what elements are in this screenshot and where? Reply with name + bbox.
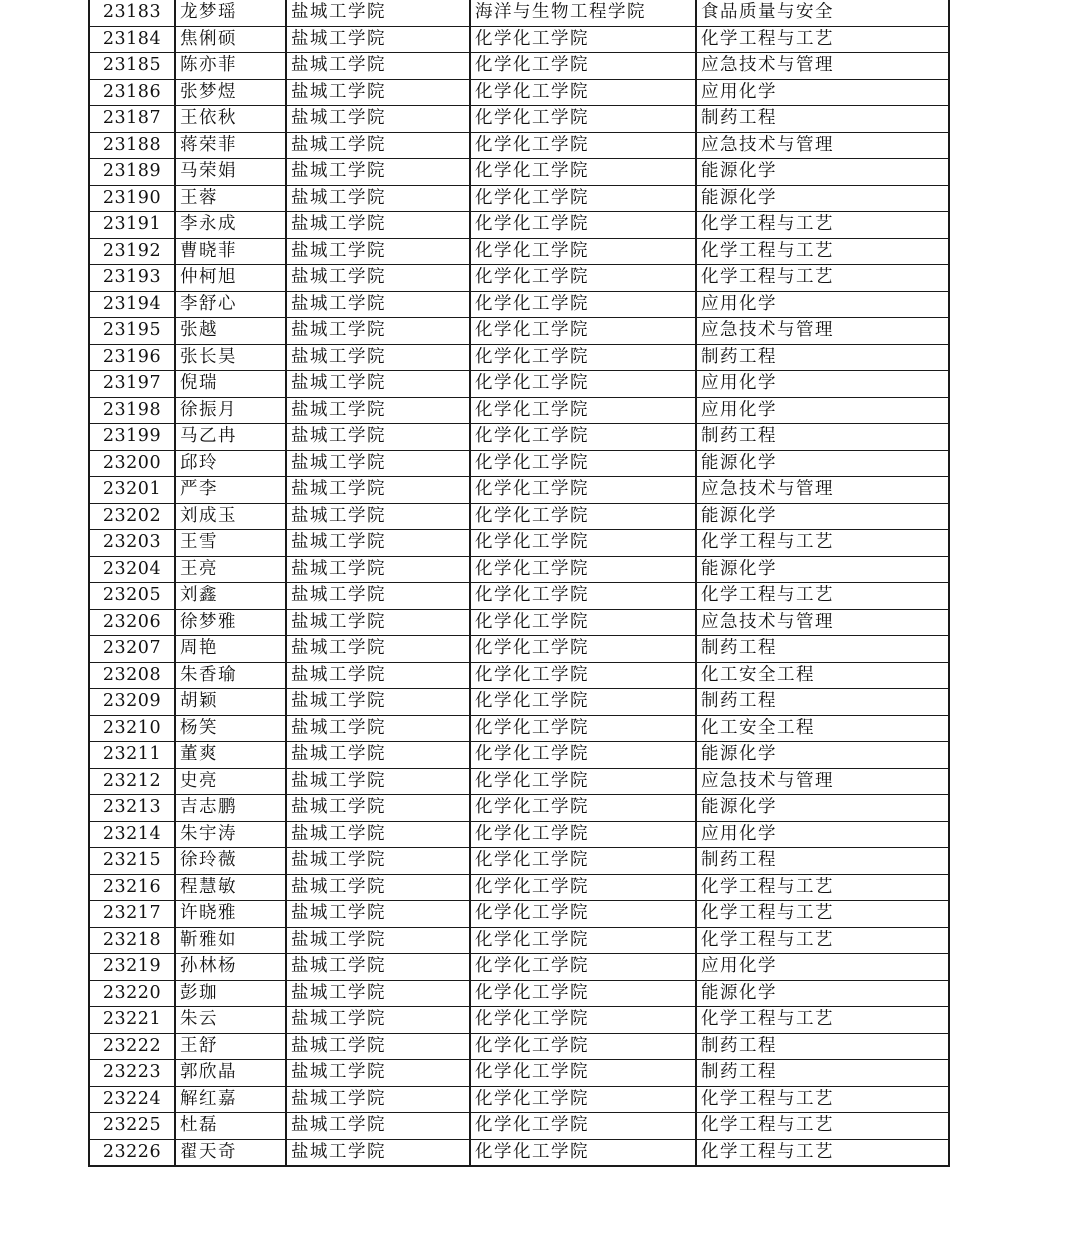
- cell-major: 应急技术与管理: [696, 477, 949, 504]
- cell-college: 化学化工学院: [470, 954, 696, 981]
- table-row: [89, 106, 949, 133]
- cell-number: 23224: [89, 1086, 175, 1113]
- cell-name: 董爽: [175, 742, 286, 769]
- cell-university: 盐城工学院: [286, 371, 470, 398]
- cell-name: 张长昊: [175, 344, 286, 371]
- cell-college: 化学化工学院: [470, 212, 696, 239]
- cell-major: 化学工程与工艺: [696, 26, 949, 53]
- cell-university: 盐城工学院: [286, 848, 470, 875]
- cell-college: 化学化工学院: [470, 689, 696, 716]
- cell-university: 盐城工学院: [286, 159, 470, 186]
- cell-number: 23203: [89, 530, 175, 557]
- table-row: [89, 477, 949, 504]
- cell-college: 化学化工学院: [470, 238, 696, 265]
- cell-name: 曹晓菲: [175, 238, 286, 265]
- cell-major: 能源化学: [696, 450, 949, 477]
- cell-college: 化学化工学院: [470, 371, 696, 398]
- cell-major: 应用化学: [696, 821, 949, 848]
- cell-college: 化学化工学院: [470, 636, 696, 663]
- cell-college: 化学化工学院: [470, 503, 696, 530]
- cell-major: 能源化学: [696, 795, 949, 822]
- cell-college: 化学化工学院: [470, 715, 696, 742]
- cell-major: 应用化学: [696, 79, 949, 106]
- cell-major: 能源化学: [696, 742, 949, 769]
- cell-name: 胡颖: [175, 689, 286, 716]
- cell-college: 化学化工学院: [470, 159, 696, 186]
- cell-university: 盐城工学院: [286, 715, 470, 742]
- table-row: [89, 1113, 949, 1140]
- cell-university: 盐城工学院: [286, 662, 470, 689]
- cell-number: 23183: [89, 0, 175, 26]
- table-row: [89, 927, 949, 954]
- table-row: [89, 371, 949, 398]
- cell-college: 化学化工学院: [470, 927, 696, 954]
- cell-university: 盐城工学院: [286, 26, 470, 53]
- cell-university: 盐城工学院: [286, 742, 470, 769]
- cell-number: 23199: [89, 424, 175, 451]
- cell-name: 彭珈: [175, 980, 286, 1007]
- cell-name: 徐玲薇: [175, 848, 286, 875]
- cell-college: 化学化工学院: [470, 609, 696, 636]
- cell-major: 食品质量与安全: [696, 0, 949, 26]
- cell-college: 化学化工学院: [470, 874, 696, 901]
- table-row: [89, 768, 949, 795]
- cell-college: 化学化工学院: [470, 53, 696, 80]
- cell-university: 盐城工学院: [286, 132, 470, 159]
- cell-university: 盐城工学院: [286, 53, 470, 80]
- cell-name: 陈亦菲: [175, 53, 286, 80]
- cell-number: 23220: [89, 980, 175, 1007]
- cell-name: 解红嘉: [175, 1086, 286, 1113]
- cell-major: 化学工程与工艺: [696, 583, 949, 610]
- cell-name: 孙林杨: [175, 954, 286, 981]
- cell-number: 23198: [89, 397, 175, 424]
- table-row: [89, 848, 949, 875]
- cell-number: 23208: [89, 662, 175, 689]
- table-row: [89, 689, 949, 716]
- cell-major: 能源化学: [696, 556, 949, 583]
- cell-college: 化学化工学院: [470, 265, 696, 292]
- cell-number: 23185: [89, 53, 175, 80]
- cell-number: 23219: [89, 954, 175, 981]
- cell-university: 盐城工学院: [286, 927, 470, 954]
- cell-college: 化学化工学院: [470, 821, 696, 848]
- table-row: [89, 450, 949, 477]
- cell-name: 张梦煜: [175, 79, 286, 106]
- student-list-table: [88, 0, 950, 1167]
- cell-major: 应用化学: [696, 291, 949, 318]
- cell-number: 23215: [89, 848, 175, 875]
- cell-major: 化学工程与工艺: [696, 901, 949, 928]
- cell-name: 周艳: [175, 636, 286, 663]
- cell-college: 海洋与生物工程学院: [470, 0, 696, 26]
- cell-major: 制药工程: [696, 424, 949, 451]
- cell-university: 盐城工学院: [286, 291, 470, 318]
- cell-university: 盐城工学院: [286, 530, 470, 557]
- table-row: [89, 609, 949, 636]
- cell-name: 朱宇涛: [175, 821, 286, 848]
- cell-major: 化学工程与工艺: [696, 1113, 949, 1140]
- cell-major: 能源化学: [696, 185, 949, 212]
- cell-name: 许晓雅: [175, 901, 286, 928]
- cell-college: 化学化工学院: [470, 132, 696, 159]
- cell-number: 23222: [89, 1033, 175, 1060]
- cell-college: 化学化工学院: [470, 106, 696, 133]
- cell-name: 李舒心: [175, 291, 286, 318]
- table-row: [89, 159, 949, 186]
- cell-major: 制药工程: [696, 689, 949, 716]
- cell-college: 化学化工学院: [470, 318, 696, 345]
- cell-number: 23202: [89, 503, 175, 530]
- cell-major: 化工安全工程: [696, 715, 949, 742]
- cell-college: 化学化工学院: [470, 185, 696, 212]
- cell-university: 盐城工学院: [286, 636, 470, 663]
- cell-number: 23217: [89, 901, 175, 928]
- table-row: [89, 874, 949, 901]
- cell-name: 刘成玉: [175, 503, 286, 530]
- cell-number: 23207: [89, 636, 175, 663]
- cell-major: 制药工程: [696, 344, 949, 371]
- cell-major: 能源化学: [696, 159, 949, 186]
- cell-university: 盐城工学院: [286, 212, 470, 239]
- cell-number: 23213: [89, 795, 175, 822]
- cell-college: 化学化工学院: [470, 26, 696, 53]
- table-row: [89, 132, 949, 159]
- cell-name: 倪瑞: [175, 371, 286, 398]
- cell-name: 程慧敏: [175, 874, 286, 901]
- cell-major: 化工安全工程: [696, 662, 949, 689]
- cell-university: 盐城工学院: [286, 185, 470, 212]
- cell-name: 张越: [175, 318, 286, 345]
- cell-college: 化学化工学院: [470, 424, 696, 451]
- cell-number: 23195: [89, 318, 175, 345]
- cell-university: 盐城工学院: [286, 424, 470, 451]
- cell-number: 23209: [89, 689, 175, 716]
- cell-name: 翟天奇: [175, 1139, 286, 1166]
- cell-university: 盐城工学院: [286, 265, 470, 292]
- table-row: [89, 26, 949, 53]
- cell-name: 吉志鹏: [175, 795, 286, 822]
- cell-name: 朱云: [175, 1007, 286, 1034]
- cell-name: 李永成: [175, 212, 286, 239]
- cell-major: 化学工程与工艺: [696, 238, 949, 265]
- cell-major: 制药工程: [696, 636, 949, 663]
- cell-number: 23201: [89, 477, 175, 504]
- table-row: [89, 1007, 949, 1034]
- cell-number: 23200: [89, 450, 175, 477]
- cell-university: 盐城工学院: [286, 79, 470, 106]
- table-row: [89, 662, 949, 689]
- cell-major: 制药工程: [696, 1060, 949, 1087]
- cell-name: 龙梦瑶: [175, 0, 286, 26]
- cell-name: 靳雅如: [175, 927, 286, 954]
- cell-number: 23223: [89, 1060, 175, 1087]
- cell-major: 化学工程与工艺: [696, 212, 949, 239]
- cell-name: 史亮: [175, 768, 286, 795]
- cell-college: 化学化工学院: [470, 477, 696, 504]
- cell-university: 盐城工学院: [286, 1060, 470, 1087]
- table-row: [89, 503, 949, 530]
- table-row: [89, 954, 949, 981]
- cell-number: 23226: [89, 1139, 175, 1166]
- table-row: [89, 53, 949, 80]
- cell-college: 化学化工学院: [470, 556, 696, 583]
- cell-major: 应急技术与管理: [696, 53, 949, 80]
- cell-major: 化学工程与工艺: [696, 1139, 949, 1166]
- cell-university: 盐城工学院: [286, 954, 470, 981]
- cell-major: 制药工程: [696, 106, 949, 133]
- cell-name: 王依秋: [175, 106, 286, 133]
- table-body: [89, 0, 949, 1166]
- cell-name: 王雪: [175, 530, 286, 557]
- cell-university: 盐城工学院: [286, 106, 470, 133]
- cell-university: 盐城工学院: [286, 980, 470, 1007]
- cell-name: 王舒: [175, 1033, 286, 1060]
- cell-college: 化学化工学院: [470, 450, 696, 477]
- cell-major: 化学工程与工艺: [696, 1007, 949, 1034]
- cell-major: 应急技术与管理: [696, 768, 949, 795]
- cell-college: 化学化工学院: [470, 291, 696, 318]
- table-row: [89, 291, 949, 318]
- cell-major: 制药工程: [696, 1033, 949, 1060]
- cell-major: 应急技术与管理: [696, 609, 949, 636]
- cell-major: 应用化学: [696, 371, 949, 398]
- cell-major: 应用化学: [696, 954, 949, 981]
- cell-university: 盐城工学院: [286, 397, 470, 424]
- cell-college: 化学化工学院: [470, 1007, 696, 1034]
- cell-number: 23221: [89, 1007, 175, 1034]
- cell-university: 盐城工学院: [286, 503, 470, 530]
- table-row: [89, 424, 949, 451]
- table-row: [89, 1033, 949, 1060]
- cell-name: 邱玲: [175, 450, 286, 477]
- table-row: [89, 212, 949, 239]
- table-row: [89, 1086, 949, 1113]
- cell-university: 盐城工学院: [286, 689, 470, 716]
- cell-major: 化学工程与工艺: [696, 874, 949, 901]
- cell-number: 23193: [89, 265, 175, 292]
- table-row: [89, 397, 949, 424]
- cell-university: 盐城工学院: [286, 318, 470, 345]
- cell-number: 23206: [89, 609, 175, 636]
- cell-university: 盐城工学院: [286, 874, 470, 901]
- table-row: [89, 636, 949, 663]
- table-row: [89, 79, 949, 106]
- table-row: [89, 821, 949, 848]
- cell-name: 朱香瑜: [175, 662, 286, 689]
- cell-college: 化学化工学院: [470, 662, 696, 689]
- cell-name: 严李: [175, 477, 286, 504]
- table-row: [89, 742, 949, 769]
- cell-name: 杨笑: [175, 715, 286, 742]
- table-row: [89, 583, 949, 610]
- cell-number: 23189: [89, 159, 175, 186]
- cell-university: 盐城工学院: [286, 450, 470, 477]
- cell-college: 化学化工学院: [470, 1139, 696, 1166]
- table-row: [89, 0, 949, 26]
- cell-major: 应急技术与管理: [696, 318, 949, 345]
- cell-college: 化学化工学院: [470, 742, 696, 769]
- table-row: [89, 1139, 949, 1166]
- cell-name: 王蓉: [175, 185, 286, 212]
- cell-college: 化学化工学院: [470, 344, 696, 371]
- cell-university: 盐城工学院: [286, 1086, 470, 1113]
- cell-name: 马乙冉: [175, 424, 286, 451]
- cell-number: 23225: [89, 1113, 175, 1140]
- cell-number: 23218: [89, 927, 175, 954]
- cell-name: 杜磊: [175, 1113, 286, 1140]
- cell-university: 盐城工学院: [286, 901, 470, 928]
- cell-university: 盐城工学院: [286, 1033, 470, 1060]
- cell-number: 23184: [89, 26, 175, 53]
- cell-university: 盐城工学院: [286, 1113, 470, 1140]
- cell-number: 23211: [89, 742, 175, 769]
- table-row: [89, 715, 949, 742]
- table-row: [89, 318, 949, 345]
- table-row: [89, 556, 949, 583]
- cell-college: 化学化工学院: [470, 397, 696, 424]
- cell-university: 盐城工学院: [286, 556, 470, 583]
- cell-major: 应急技术与管理: [696, 132, 949, 159]
- cell-name: 马荣娟: [175, 159, 286, 186]
- cell-college: 化学化工学院: [470, 1086, 696, 1113]
- cell-number: 23192: [89, 238, 175, 265]
- cell-name: 王亮: [175, 556, 286, 583]
- cell-university: 盐城工学院: [286, 1139, 470, 1166]
- cell-number: 23212: [89, 768, 175, 795]
- cell-major: 化学工程与工艺: [696, 927, 949, 954]
- cell-university: 盐城工学院: [286, 795, 470, 822]
- cell-college: 化学化工学院: [470, 79, 696, 106]
- cell-major: 能源化学: [696, 503, 949, 530]
- cell-college: 化学化工学院: [470, 768, 696, 795]
- cell-number: 23186: [89, 79, 175, 106]
- table-row: [89, 265, 949, 292]
- cell-number: 23191: [89, 212, 175, 239]
- cell-major: 制药工程: [696, 848, 949, 875]
- cell-number: 23196: [89, 344, 175, 371]
- cell-college: 化学化工学院: [470, 901, 696, 928]
- cell-university: 盐城工学院: [286, 477, 470, 504]
- cell-major: 化学工程与工艺: [696, 265, 949, 292]
- cell-number: 23204: [89, 556, 175, 583]
- cell-major: 化学工程与工艺: [696, 530, 949, 557]
- cell-college: 化学化工学院: [470, 848, 696, 875]
- cell-major: 化学工程与工艺: [696, 1086, 949, 1113]
- cell-university: 盐城工学院: [286, 344, 470, 371]
- cell-university: 盐城工学院: [286, 821, 470, 848]
- cell-number: 23197: [89, 371, 175, 398]
- cell-college: 化学化工学院: [470, 1060, 696, 1087]
- table-row: [89, 795, 949, 822]
- cell-number: 23214: [89, 821, 175, 848]
- cell-university: 盐城工学院: [286, 238, 470, 265]
- cell-college: 化学化工学院: [470, 1113, 696, 1140]
- table-row: [89, 980, 949, 1007]
- cell-name: 仲柯旭: [175, 265, 286, 292]
- table-row: [89, 185, 949, 212]
- cell-major: 能源化学: [696, 980, 949, 1007]
- cell-university: 盐城工学院: [286, 609, 470, 636]
- cell-number: 23216: [89, 874, 175, 901]
- cell-number: 23190: [89, 185, 175, 212]
- cell-name: 徐振月: [175, 397, 286, 424]
- cell-university: 盐城工学院: [286, 768, 470, 795]
- cell-name: 蒋荣菲: [175, 132, 286, 159]
- cell-college: 化学化工学院: [470, 980, 696, 1007]
- cell-college: 化学化工学院: [470, 583, 696, 610]
- cell-college: 化学化工学院: [470, 795, 696, 822]
- cell-university: 盐城工学院: [286, 583, 470, 610]
- cell-name: 郭欣晶: [175, 1060, 286, 1087]
- cell-university: 盐城工学院: [286, 1007, 470, 1034]
- cell-major: 应用化学: [696, 397, 949, 424]
- table-row: [89, 238, 949, 265]
- table-row: [89, 1060, 949, 1087]
- cell-number: 23210: [89, 715, 175, 742]
- table-row: [89, 901, 949, 928]
- table-row: [89, 530, 949, 557]
- cell-name: 徐梦雅: [175, 609, 286, 636]
- table-row: [89, 344, 949, 371]
- cell-name: 刘鑫: [175, 583, 286, 610]
- cell-number: 23205: [89, 583, 175, 610]
- cell-number: 23187: [89, 106, 175, 133]
- cell-number: 23188: [89, 132, 175, 159]
- cell-university: 盐城工学院: [286, 0, 470, 26]
- cell-college: 化学化工学院: [470, 530, 696, 557]
- cell-number: 23194: [89, 291, 175, 318]
- cell-college: 化学化工学院: [470, 1033, 696, 1060]
- cell-name: 焦俐硕: [175, 26, 286, 53]
